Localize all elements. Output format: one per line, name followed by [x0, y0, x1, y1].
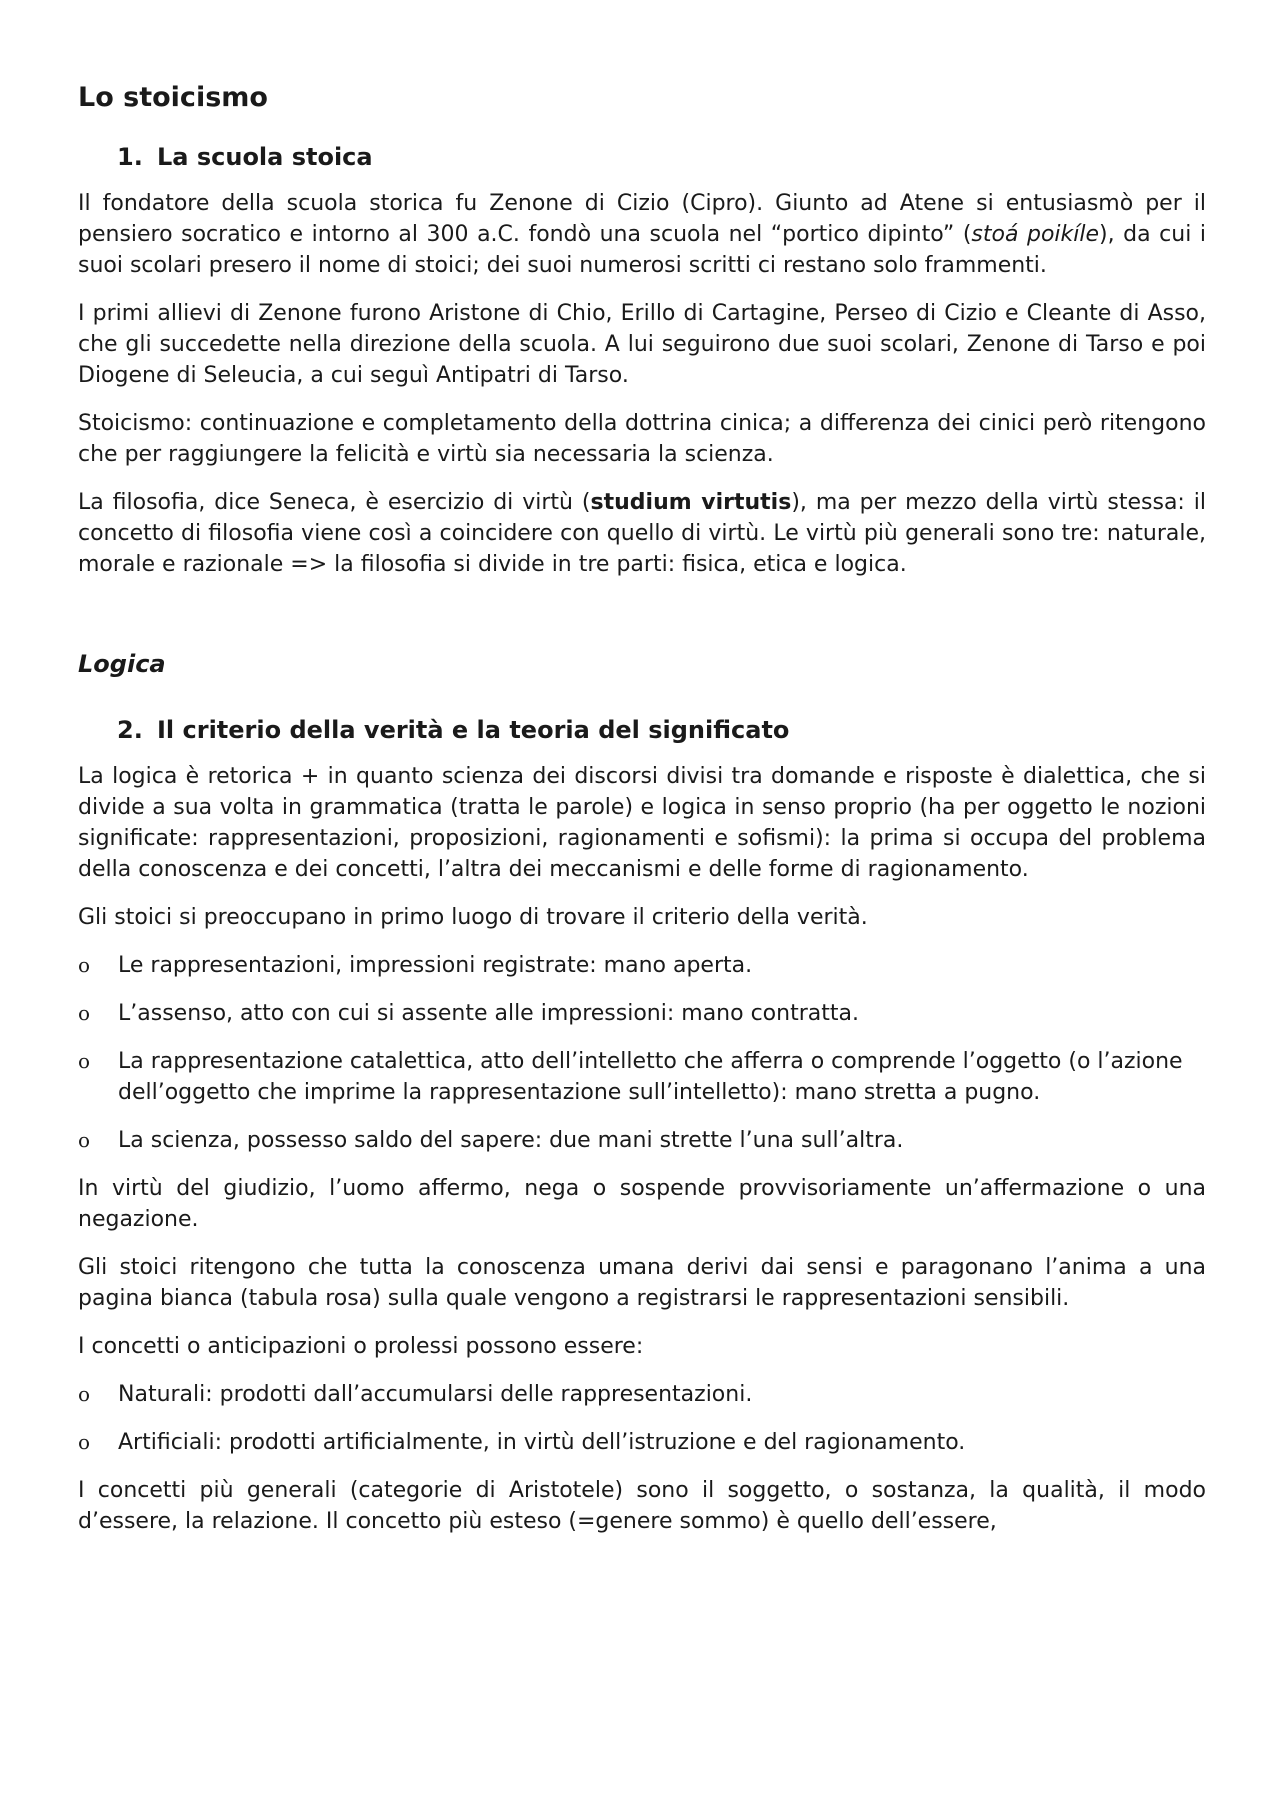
list-item-text: Naturali: prodotti dall’accumularsi delle rappresentazioni. [118, 1382, 753, 1408]
document-page [78, 70, 1206, 1554]
paragraph-text: ), da cui i suoi scolari presero il nome di stoici; dei suoi numerosi scritti ci restano solo frammenti. [78, 222, 1206, 279]
bullet-marker: o [78, 1049, 91, 1074]
list-item [78, 1125, 1206, 1156]
bullet-marker: o [78, 1430, 91, 1455]
section-heading-criterio-verita [78, 715, 1206, 745]
section-number: 1. [117, 143, 143, 172]
bullet-marker: o [78, 1128, 91, 1153]
paragraph-allievi: I primi allievi di Zenone furono Aristone di Chio, Erillo di Cartagine, Perseo di Cizio e Cleante di Asso, che gli succedette nella direzione della scuola. A lui seguirono due suoi scolari, Zenone di Tarso e poi Diogene di Seleucia, a cui seguì Antipatri di Tarso. [78, 301, 1206, 389]
part-heading-logica: Logica [78, 650, 166, 679]
bullet-marker: o [78, 953, 91, 978]
section-number: 2. [117, 716, 143, 745]
list-item-text: La scienza, possesso saldo del sapere: due mani strette l’una sull’altra. [118, 1128, 904, 1154]
list-criterio [78, 950, 1206, 1156]
paragraph-stoicismo: Stoicismo: continuazione e completamento della dottrina cinica; a differenza dei cinici però ritengono che per raggiungere la felicità e virtù sia necessaria la scienza. [78, 411, 1206, 468]
list-item-text: L’assenso, atto con cui si assente alle impressioni: mano contratta. [118, 1001, 859, 1027]
bullet-marker: o [78, 1001, 91, 1026]
bold-term: studium virtutis [590, 490, 792, 516]
list-item [78, 1427, 1206, 1458]
paragraph-criterio: Gli stoici si preoccupano in primo luogo di trovare il criterio della verità. [78, 905, 868, 931]
section-heading-text: Il criterio della verità e la teoria del significato [157, 716, 790, 745]
paragraph-fondatore [78, 188, 1206, 281]
paragraph-giudizio: In virtù del giudizio, l’uomo affermo, nega o sospende provvisoriamente un’affermazione o una negazione. [78, 1176, 1206, 1233]
list-concetti [78, 1379, 1206, 1458]
section-heading-scuola-stoica [78, 142, 1206, 172]
paragraph-categorie: I concetti più generali (categorie di Aristotele) sono il soggetto, o sostanza, la qualità, il modo d’essere, la relazione. Il concetto più esteso (=genere sommo) è quello dell’essere, [78, 1478, 1206, 1535]
paragraph-text: Il fondatore della scuola storica fu Zenone di Cizio (Cipro). Giunto ad Atene si entusiasmò per il pensiero socratico e intorno al 300 a.C. fondò una scuola nel “portico dipinto” ( [78, 191, 1206, 248]
list-item [78, 998, 1206, 1029]
italic-term: stoá poikíle [971, 222, 1100, 248]
list-item [78, 950, 1206, 981]
paragraph-text: ), ma per mezzo della virtù stessa: il concetto di filosofia viene così a coincidere con quello di virtù. Le virtù più generali sono tre: naturale, morale e razionale => la filosofia si divide in tre parti: fisica, etica e logica. [78, 490, 1206, 578]
paragraph-conoscenza-sensi: Gli stoici ritengono che tutta la conoscenza umana derivi dai sensi e paragonano l’anima a una pagina bianca (tabula rosa) sulla quale vengono a registrarsi le rappresentazioni sensibili. [78, 1255, 1206, 1312]
paragraph-logica-retorica: La logica è retorica + in quanto scienza dei discorsi divisi tra domande e risposte è dialettica, che si divide a sua volta in grammatica (tratta le parole) e logica in senso proprio (ha per oggetto le nozioni significate: rappresentazioni, proposizioni, ragionamenti e sofismi): la prima si occupa del problema della conoscenza e dei concetti, l’altra dei meccanismi e delle forme di ragionamento. [78, 764, 1206, 883]
list-item-text: Le rappresentazioni, impressioni registrate: mano aperta. [118, 953, 753, 979]
paragraph-filosofia [78, 487, 1206, 580]
paragraph-concetti: I concetti o anticipazioni o prolessi possono essere: [78, 1334, 644, 1360]
section-heading-text: La scuola stoica [157, 143, 373, 172]
paragraph-text: La filosofia, dice Seneca, è esercizio di virtù ( [78, 490, 591, 516]
list-item-text: Artificiali: prodotti artificialmente, in virtù dell’istruzione e del ragionamento. [118, 1430, 966, 1456]
list-item-text: La rappresentazione catalettica, atto dell’intelletto che afferra o comprende l’oggetto (o l’azione dell’oggetto che imprime la rappresentazione sull’intelletto): mano stretta a pugno. [118, 1049, 1183, 1106]
document-title: Lo stoicismo [78, 82, 268, 113]
list-item [78, 1379, 1206, 1410]
list-item [78, 1046, 1206, 1108]
bullet-marker: o [78, 1382, 91, 1407]
